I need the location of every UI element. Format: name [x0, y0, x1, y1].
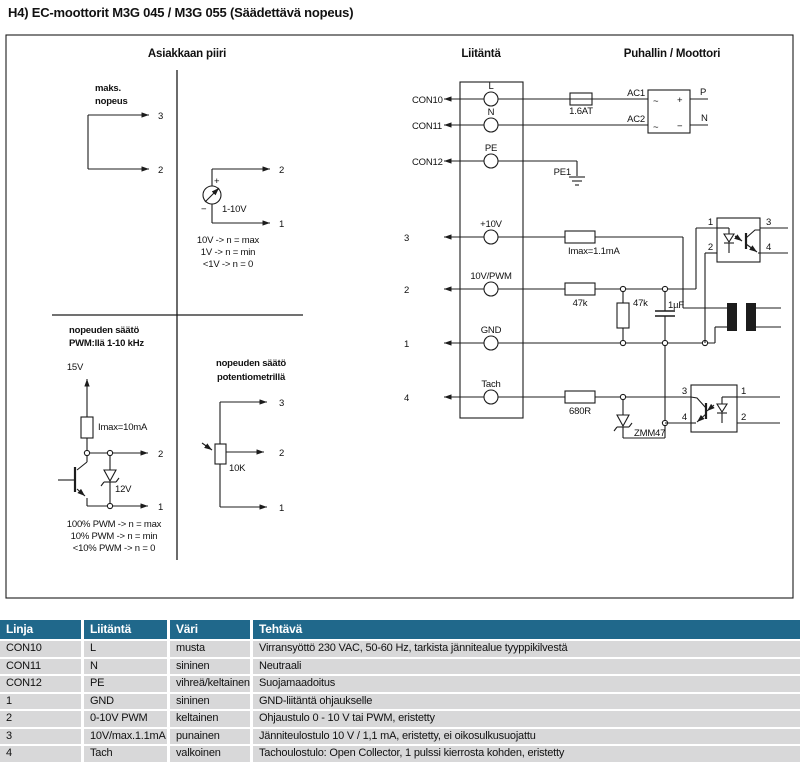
terminal-l	[484, 92, 498, 106]
table-cell: Neutraali	[253, 659, 800, 675]
opto-pin: 1	[707, 217, 713, 228]
resistor-label-47k: 47k	[572, 298, 588, 309]
resistor-icon	[565, 231, 595, 243]
optocoupler-frame	[717, 218, 760, 262]
max-speed-caption2: nopeus	[95, 96, 128, 107]
opto-pin: 3	[681, 386, 687, 397]
pin-label: 2	[279, 165, 285, 176]
resistor-label-47k: 47k	[633, 298, 648, 309]
opto-pin: 3	[766, 217, 772, 228]
line-label-3: 3	[404, 233, 410, 244]
minus-sign: −	[201, 204, 207, 215]
pot-value-label: 10K	[229, 463, 246, 474]
table-cell: vihreä/keltainen	[170, 676, 250, 692]
pin-label: 3	[158, 111, 164, 122]
pwm-caption2: PWM:llä 1-10 kHz	[69, 338, 144, 349]
table-cell: keltainen	[170, 711, 250, 727]
table-cell: Suojamaadoitus	[253, 676, 800, 692]
opto-pin: 2	[707, 242, 713, 253]
dc-minus: −	[677, 121, 683, 132]
plus-sign: +	[214, 176, 220, 187]
pin-name: +10V	[480, 219, 502, 230]
imax-label: Imax=1.1mA	[568, 246, 620, 257]
table-cell: valkoinen	[170, 746, 250, 762]
resistor-label-680r: 680R	[569, 406, 591, 417]
line-label-con10: CON10	[412, 95, 443, 106]
pin-name: N	[487, 107, 495, 118]
voltage-range-label: 1-10V	[222, 204, 247, 215]
table-cell: GND-liitäntä ohjaukselle	[253, 694, 800, 710]
note: 10V -> n = max	[196, 235, 260, 246]
zener-label: 12V	[115, 484, 132, 495]
pot-caption: nopeuden säätö	[215, 358, 287, 369]
n-label: N	[701, 113, 708, 124]
note: 100% PWM -> n = max	[66, 519, 162, 530]
table-header-tehtava: Tehtävä	[253, 620, 800, 639]
table-cell: 4	[0, 746, 81, 762]
table-cell: Jänniteulostulo 10 V / 1,1 mA, eristetty, ei oikosulkusuojattu	[253, 729, 800, 745]
max-speed-caption: maks.	[95, 83, 121, 94]
pin-name: Tach	[481, 379, 501, 390]
opto-pin: 4	[681, 412, 687, 423]
table-cell: 1	[0, 694, 81, 710]
table-cell: PE	[84, 676, 167, 692]
pin-label: 2	[279, 448, 285, 459]
ac-tilde: ~	[653, 96, 659, 107]
pin-label: 3	[279, 398, 285, 409]
potentiometer-icon	[215, 444, 226, 464]
terminal-pe	[484, 154, 498, 168]
table-cell: Ohjaustulo 0 - 10 V tai PWM, eristetty	[253, 711, 800, 727]
note: <10% PWM -> n = 0	[72, 543, 156, 554]
pot-caption2: potentiometrillä	[216, 372, 286, 383]
table-cell: CON10	[0, 641, 81, 657]
ac-tilde: ~	[653, 122, 659, 133]
fuse-label: 1.6AT	[569, 106, 593, 117]
terminal-tach	[484, 390, 498, 404]
resistor-icon	[565, 391, 595, 403]
pin-name: 10V/PWM	[470, 271, 512, 282]
pin-label: 1	[158, 502, 164, 513]
connection-table	[0, 620, 800, 762]
line-label-2: 2	[404, 285, 410, 296]
table-cell: Tach	[84, 746, 167, 762]
section-connection: Liitäntä	[461, 48, 501, 60]
table-cell: sininen	[170, 694, 250, 710]
pin-label: 1	[279, 503, 285, 514]
table-cell: GND	[84, 694, 167, 710]
pin-label: 2	[158, 165, 164, 176]
pin-name: PE	[484, 143, 498, 154]
table-cell: 2	[0, 711, 81, 727]
table-cell: L	[84, 641, 167, 657]
terminal-10v	[484, 230, 498, 244]
zener-label: ZMM47	[634, 428, 666, 439]
table-cell: musta	[170, 641, 250, 657]
resistor-icon	[565, 283, 595, 295]
table-cell: punainen	[170, 729, 250, 745]
line-label-1: 1	[404, 339, 410, 350]
resistor-label: Imax=10mA	[98, 422, 148, 433]
dc-plus: +	[677, 95, 683, 106]
table-cell: Tachoulostulo: Open Collector, 1 pulssi kierrosta kohden, eristetty	[253, 746, 800, 762]
pwm-caption: nopeuden säätö	[69, 325, 140, 336]
capacitor-label: 1µF	[668, 300, 684, 311]
table-header-linja: Linja	[0, 620, 81, 639]
note: 1V -> n = min	[200, 247, 256, 258]
terminal-pwm	[484, 282, 498, 296]
optocoupler-frame	[691, 385, 737, 432]
opto-pin: 1	[741, 386, 747, 397]
table-cell: CON11	[0, 659, 81, 675]
pin-label: 2	[158, 449, 164, 460]
line-label-con11: CON11	[412, 121, 442, 132]
pin-label: 1	[279, 219, 285, 230]
note: <1V -> n = 0	[202, 259, 254, 270]
opto-pin: 2	[741, 412, 747, 423]
table-header-liitanta: Liitäntä	[84, 620, 167, 639]
pin-name: GND	[480, 325, 502, 336]
ac2-label: AC2	[627, 114, 645, 125]
page-title: H4) EC-moottorit M3G 045 / M3G 055 (Säädettävä nopeus)	[8, 5, 354, 20]
resistor-icon	[81, 417, 93, 438]
opto-pin: 4	[766, 242, 772, 253]
terminal-gnd	[484, 336, 498, 350]
note: 10% PWM -> n = min	[70, 531, 158, 542]
line-label-con12: CON12	[412, 157, 443, 168]
table-cell: 0-10V PWM	[84, 711, 167, 727]
pin-name: L	[488, 81, 494, 92]
supply-label: 15V	[66, 362, 84, 373]
ac1-label: AC1	[627, 88, 645, 99]
table-cell: sininen	[170, 659, 250, 675]
table-cell: 3	[0, 729, 81, 745]
line-label-4: 4	[404, 393, 410, 404]
terminal-n	[484, 118, 498, 132]
section-customer-circuit: Asiakkaan piiri	[147, 48, 227, 60]
pe1-label: PE1	[553, 167, 571, 178]
table-cell: N	[84, 659, 167, 675]
resistor-icon	[617, 303, 629, 328]
table-cell: 10V/max.1.1mA	[84, 729, 167, 745]
table-header-vari: Väri	[170, 620, 250, 639]
table-cell: CON12	[0, 676, 81, 692]
table-cell: Virransyöttö 230 VAC, 50-60 Hz, tarkista jännitealue tyyppikilvestä	[253, 641, 800, 657]
p-label: P	[700, 87, 707, 98]
section-fan-motor: Puhallin / Moottori	[623, 48, 721, 60]
